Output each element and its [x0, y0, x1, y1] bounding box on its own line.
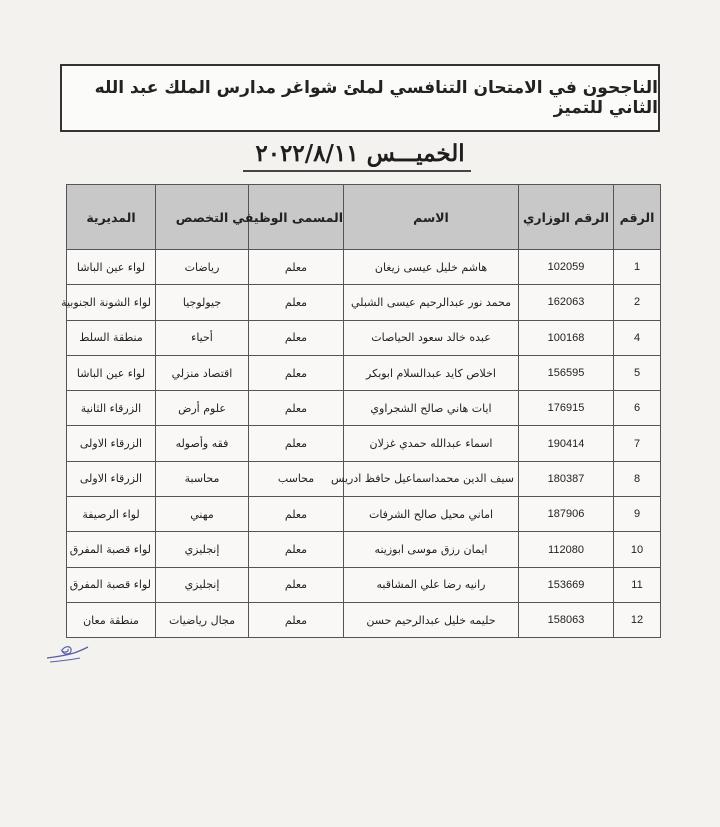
- cell-specialization: محاسبة: [156, 461, 249, 496]
- cell-specialization: مجال رياضيات: [156, 602, 249, 637]
- cell-num: 6: [614, 391, 661, 426]
- cell-name: هاشم خليل عيسى زيغان: [344, 250, 519, 285]
- table-row: [67, 285, 661, 320]
- cell-num: 2: [614, 285, 661, 320]
- cell-directorate: لواء عين الباشا: [67, 355, 156, 390]
- cell-directorate: منطقة السلط: [67, 320, 156, 355]
- cell-specialization: رياضات: [156, 250, 249, 285]
- results-table: [61, 184, 661, 638]
- cell-name: حليمه خليل عبدالرحيم حسن: [344, 602, 519, 637]
- cell-name: ايات هاني صالح الشجراوي: [344, 391, 519, 426]
- header-job-title: المسمى الوظيفي: [249, 185, 344, 250]
- cell-directorate: لواء الشونة الجنوبية: [67, 285, 156, 320]
- cell-num: 9: [614, 497, 661, 532]
- cell-specialization: فقه وأصوله: [156, 426, 249, 461]
- cell-specialization: علوم أرض: [156, 391, 249, 426]
- header-num: الرقم: [614, 185, 661, 250]
- cell-job-title: معلم: [249, 391, 344, 426]
- signature-mark: [44, 641, 90, 665]
- cell-ministry-id: 162063: [519, 285, 614, 320]
- table-body: [61, 250, 661, 638]
- table-row: [67, 355, 661, 390]
- cell-name: اخلاص كايد عبدالسلام ابوبكر: [344, 355, 519, 390]
- cell-num: 4: [614, 320, 661, 355]
- cell-directorate: لواء عين الباشا: [67, 250, 156, 285]
- cell-ministry-id: 102059: [519, 250, 614, 285]
- header-directorate: المديرية: [67, 185, 156, 250]
- table-row: [67, 426, 661, 461]
- cell-specialization: اقتصاد منزلي: [156, 355, 249, 390]
- header-ministry-id: الرقم الوزاري: [519, 185, 614, 250]
- header-name: الاسم: [344, 185, 519, 250]
- cell-job-title: معلم: [249, 320, 344, 355]
- header-specialization: التخصص: [156, 185, 249, 250]
- table-row: [67, 461, 661, 496]
- cell-num: 12: [614, 602, 661, 637]
- cell-name: رانيه رضا علي المشاقبه: [344, 567, 519, 602]
- cell-num: 1: [614, 250, 661, 285]
- cell-num: 7: [614, 426, 661, 461]
- table-row: [67, 250, 661, 285]
- cell-specialization: إنجليزي: [156, 567, 249, 602]
- cell-directorate: لواء الرصيفة: [67, 497, 156, 532]
- cell-job-title: معلم: [249, 426, 344, 461]
- cell-ministry-id: 190414: [519, 426, 614, 461]
- cell-ministry-id: 112080: [519, 532, 614, 567]
- cell-specialization: مهني: [156, 497, 249, 532]
- cell-num: 10: [614, 532, 661, 567]
- document-title: الناجحون في الامتحان التنافسي لملئ شواغر مدارس الملك عبد الله الثاني للتميز: [94, 78, 658, 118]
- table-row: [67, 532, 661, 567]
- table-row: [67, 391, 661, 426]
- table-row: [67, 320, 661, 355]
- date-heading: الخميـــس ٢٠٢٢/٨/١١: [255, 140, 465, 167]
- cell-name: سيف الدين محمداسماعيل حافظ ادريس: [344, 461, 519, 496]
- cell-job-title: معلم: [249, 567, 344, 602]
- cell-ministry-id: 176915: [519, 391, 614, 426]
- cell-name: محمد نور عبدالرحيم عيسى الشبلي: [344, 285, 519, 320]
- cell-num: 8: [614, 461, 661, 496]
- cell-name: اماني محيل صالح الشرفات: [344, 497, 519, 532]
- cell-ministry-id: 180387: [519, 461, 614, 496]
- cell-job-title: معلم: [249, 285, 344, 320]
- cell-specialization: أحياء: [156, 320, 249, 355]
- cell-directorate: منطقة معان: [67, 602, 156, 637]
- cell-num: 5: [614, 355, 661, 390]
- cell-ministry-id: 156595: [519, 355, 614, 390]
- cell-directorate: الزرقاء الاولى: [67, 426, 156, 461]
- cell-name: عبده خالد سعود الحياصات: [344, 320, 519, 355]
- title-box: [60, 64, 660, 132]
- cell-directorate: الزرقاء الثانية: [67, 391, 156, 426]
- cell-job-title: معلم: [249, 497, 344, 532]
- table-row: [67, 567, 661, 602]
- cell-num: 11: [614, 567, 661, 602]
- cell-specialization: جيولوجيا: [156, 285, 249, 320]
- cell-ministry-id: 158063: [519, 602, 614, 637]
- table-row: [67, 497, 661, 532]
- cell-specialization: إنجليزي: [156, 532, 249, 567]
- cell-job-title: معلم: [249, 602, 344, 637]
- cell-job-title: محاسب: [249, 461, 344, 496]
- cell-directorate: الزرقاء الاولى: [67, 461, 156, 496]
- cell-ministry-id: 153669: [519, 567, 614, 602]
- cell-job-title: معلم: [249, 355, 344, 390]
- cell-name: ايمان رزق موسى ابوزينه: [344, 532, 519, 567]
- table-header-row: [67, 185, 661, 250]
- cell-job-title: معلم: [249, 532, 344, 567]
- cell-job-title: معلم: [249, 250, 344, 285]
- cell-directorate: لواء قصبة المفرق: [67, 532, 156, 567]
- cell-directorate: لواء قصبة المفرق: [67, 567, 156, 602]
- cell-ministry-id: 187906: [519, 497, 614, 532]
- cell-name: اسماء عبدالله حمدي غزلان: [344, 426, 519, 461]
- cell-ministry-id: 100168: [519, 320, 614, 355]
- table-row: [67, 602, 661, 637]
- date-underline: [243, 170, 471, 172]
